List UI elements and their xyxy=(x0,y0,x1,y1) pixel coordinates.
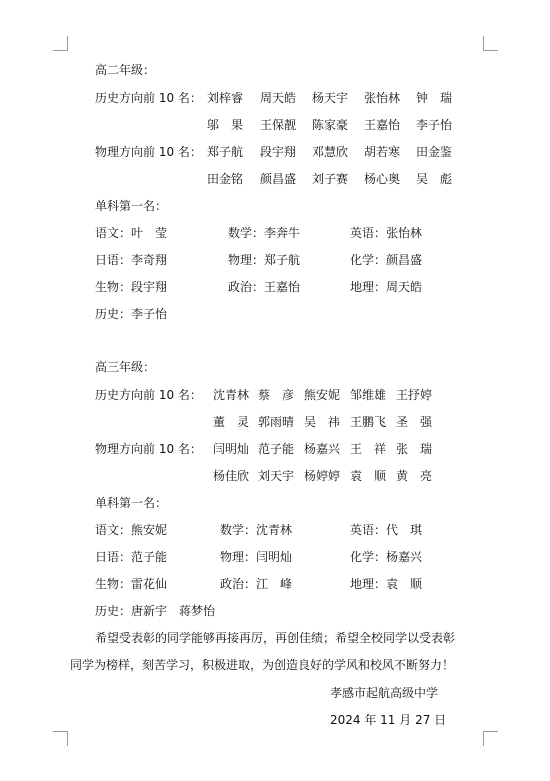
student-name: 郭雨晴 xyxy=(258,415,295,429)
subject-top-entry: 物理：闫明灿 xyxy=(220,550,293,564)
student-name: 王 祥 xyxy=(350,442,387,456)
student-name: 陈家豪 xyxy=(312,118,349,132)
student-name: 刘天宇 xyxy=(258,469,295,483)
student-name: 王鹏飞 xyxy=(350,415,387,429)
grade2-heading: 高二年级： xyxy=(95,63,156,77)
student-name: 蔡 彦 xyxy=(258,388,295,402)
student-name: 田金铭 xyxy=(207,172,244,186)
subject-top-entry: 化学：杨嘉兴 xyxy=(350,550,423,564)
closing-paragraph-line-2: 同学为榜样，刻苦学习，积极进取，为创造良好的学风和校风不断努力！ xyxy=(70,658,455,672)
crop-mark-top-right xyxy=(483,36,498,51)
subject-top-entry: 英语：张怡林 xyxy=(350,226,423,240)
student-name: 张 瑞 xyxy=(396,442,433,456)
student-name: 钟 瑞 xyxy=(416,91,453,105)
subject-top-entry: 日语：范子能 xyxy=(95,550,168,564)
student-name: 王保靓 xyxy=(260,118,297,132)
subject-top-entry: 物理：郑子航 xyxy=(228,253,301,267)
subject-top-entry: 数学：沈青林 xyxy=(220,523,293,537)
subject-top-entry: 地理：袁 顺 xyxy=(350,577,423,591)
student-name: 董 灵 xyxy=(213,415,250,429)
grade3-physics-label: 物理方向前 10 名： xyxy=(95,442,202,456)
student-name: 李子怡 xyxy=(416,118,453,132)
student-name: 吴 祎 xyxy=(304,415,341,429)
student-name: 圣 强 xyxy=(396,415,433,429)
subject-top-entry: 生物：雷花仙 xyxy=(95,577,168,591)
grade2-history-top: 历史：李子怡 xyxy=(95,307,168,321)
student-name: 袁 顺 xyxy=(350,469,387,483)
subject-top-entry: 化学：颜昌盛 xyxy=(350,253,423,267)
student-name: 王抒婷 xyxy=(396,388,433,402)
grade2-single-subject-heading: 单科第一名： xyxy=(95,199,168,213)
subject-top-entry: 政治：王嘉怡 xyxy=(228,280,301,294)
student-name: 刘子赛 xyxy=(312,172,349,186)
subject-top-entry: 政治：江 峰 xyxy=(220,577,293,591)
student-name: 闫明灿 xyxy=(213,442,250,456)
grade2-physics-label: 物理方向前 10 名： xyxy=(95,145,202,159)
student-name: 熊安妮 xyxy=(304,388,341,402)
student-name: 王嘉怡 xyxy=(364,118,401,132)
student-name: 刘梓睿 xyxy=(207,91,244,105)
student-name: 颜昌盛 xyxy=(260,172,297,186)
student-name: 黄 亮 xyxy=(396,469,433,483)
school-name: 孝感市起航高级中学 xyxy=(330,686,439,700)
student-name: 段宇翔 xyxy=(260,145,297,159)
student-name: 邬 果 xyxy=(207,118,244,132)
student-name: 胡若寒 xyxy=(364,145,401,159)
student-name: 吴 彪 xyxy=(416,172,453,186)
student-name: 邹维雄 xyxy=(350,388,387,402)
subject-top-entry: 日语：李奇翔 xyxy=(95,253,168,267)
subject-top-entry: 英语：代 琪 xyxy=(350,523,423,537)
student-name: 郑子航 xyxy=(207,145,244,159)
student-name: 田金鉴 xyxy=(416,145,453,159)
student-name: 杨婷婷 xyxy=(304,469,341,483)
student-name: 范子能 xyxy=(258,442,295,456)
grade3-history-top: 历史：唐新宇 蒋梦怡 xyxy=(95,604,216,618)
student-name: 杨嘉兴 xyxy=(304,442,341,456)
crop-mark-top-left xyxy=(53,36,68,51)
subject-top-entry: 数学：李奔牛 xyxy=(228,226,301,240)
student-name: 杨心奥 xyxy=(364,172,401,186)
student-name: 张怡林 xyxy=(364,91,401,105)
grade3-single-subject-heading: 单科第一名： xyxy=(95,496,168,510)
student-name: 沈青林 xyxy=(213,388,250,402)
subject-top-entry: 语文：叶 莹 xyxy=(95,226,168,240)
subject-top-entry: 生物：段宇翔 xyxy=(95,280,168,294)
closing-paragraph-line-1: 希望受表彰的同学能够再接再厉，再创佳绩；希望全校同学以受表彰 xyxy=(95,631,456,645)
subject-top-entry: 语文：熊安妮 xyxy=(95,523,168,537)
crop-mark-bottom-left xyxy=(53,731,68,746)
student-name: 杨天宇 xyxy=(312,91,349,105)
grade3-heading: 高三年级： xyxy=(95,360,156,374)
subject-top-entry: 地理：周天皓 xyxy=(350,280,423,294)
grade3-history-label: 历史方向前 10 名： xyxy=(95,388,202,402)
crop-mark-bottom-right xyxy=(483,731,498,746)
document-date: 2024 年 11 月 27 日 xyxy=(330,713,447,727)
student-name: 杨佳欣 xyxy=(213,469,250,483)
grade2-history-label: 历史方向前 10 名： xyxy=(95,91,202,105)
student-name: 邓慧欣 xyxy=(312,145,349,159)
student-name: 周天皓 xyxy=(260,91,297,105)
